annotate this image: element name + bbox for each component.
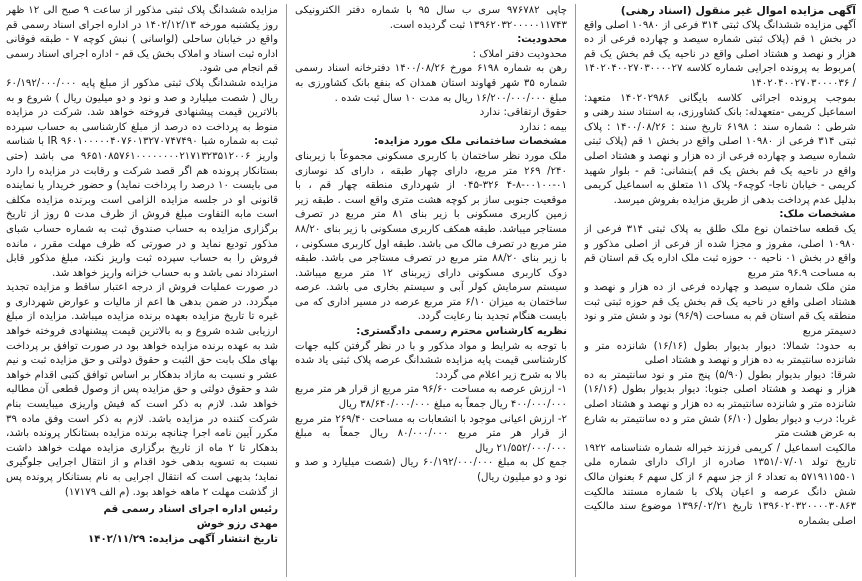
paragraph: آگهی مزایده ششدانگ پلاک ثبتی ۳۱۴ فرعی از ۱۰۹۸۰ اصلی واقع در بخش ۱ قم (پلاک ثبتی شماره سیصد و چهارده فرعی از ده هزار و نهصد و هشتاد اصلی واقع در ناحیه یک قم بخش یک قم )مربوط به پرونده اجرایی شماره کلاسه ۱۴۰۲۰۴۰۰۲۷۰۳۰۰۰۰۲۷ / ۱۴۰۲۰۴۰۰۲۷۰۳۰۰۰۰۳۶ (584, 19, 856, 89)
paragraph: حقوق ارتفاقی: ندارد (479, 107, 567, 119)
column-left-body (6, 4, 278, 500)
column-divider (286, 4, 287, 577)
publication-date: تاریخ انتشار آگهی مزایده: ۱۴۰۲/۱۱/۲۹ (88, 534, 278, 546)
section-heading: مشخصات ملک: (779, 209, 856, 221)
column-divider (575, 4, 576, 577)
paragraph: ملک مورد نظر ساختمان با کاربری مسکونی مجموعاً با زیربنای ۲۴۰/ ۲۶۹ متر مربع، دارای چهار طبقه ، دارای کد نوسازی ۰۱-۰۰۱۰۰-۸-۴ ۳۲۶-۰۴۵ از شهرداری منطقه چهار قم ، با موقعیت جنوبی ساز بر کوچه هشت متری واقع است . طبقه زیر زمین کاربری مسکونی با زیر بنای ۸۱ متر مربع در تصرف مستاجر میباشد. طبقه همکف کاربری مسکونی با زیر بنای ۸۸/۲۰ متر مربع در تصرف مالک می باشد. طبقه اول کاربری مسکونی ، با زیر بنای ۸۸/۲۰ متر مربع در تصرف مستاجر می باشد. طبقه دوک کاربری مسکونی دارای زیربنای ۱۲ متر مربع میباشد. سیستم سرمایش کولر آبی و سیستم بخاری می باشد. عرصه ساختمان به میزان ۶/۱۰ متر مربع عرصه در مسیر اداری که می بایست هنگام تجدید بنا رعایت گردد. (295, 150, 567, 323)
signature-office: رئیس اداره اجرای اسناد رسمی قم (103, 504, 278, 516)
paragraph: یک قطعه ساختمان نوع ملک طلق به پلاک ثبتی ۳۱۴ فرعی از ۱۰۹۸۰ اصلی، مفروز و مجزا شده از فرعی از اصلی مذکور و واقع در بخش ۰۱ ناحیه ۰۰ حوزه ثبت ملک اداره یک قم استان قم به مساحت ۹۶.۹ متر مربع (584, 223, 856, 279)
paragraph: مزایده ششدانگ پلاک ثبتی مذکور از ساعت ۹ صبح الی ۱۲ ظهر روز یکشنبه مورخه ۱۴۰۲/۱۲/۱۳ در اداره اجرای اسناد رسمی قم واقع در خیابان ساحلی (لواسانی ) نبش کوچه ۷ - طبقه فوقانی اداره ثبت اسناد و املاک بخش یک قم - اداره اجرای اسناد رسمی قم انجام می شود. (6, 5, 278, 75)
paragraph: چاپی ۹۷۶۷۸۲ سری ب سال ۹۵ با شماره دفتر الکترونیکی ۱۳۹۶۲۰۳۲۰۰۰۰۰۱۱۷۴۳ ثبت گردیده است. (295, 5, 567, 31)
paragraph: با توجه به شرایط و مواد مذکور و با در نظر گرفتن کلیه جهات کارشناسی قیمت پایه مزایده ششدانگ عرصه پلاک ثبتی یاد شده بالا به شرح زیر اعلام می گردد: (295, 340, 567, 381)
paragraph: مزایده ششدانگ پلاک ثبتی مذکور از مبلغ پایه ۶۰/۱۹۲/۰۰۰/۰۰۰ ریال ( شصت میلیارد و صد و نود و دو میلیون ریال ) شروع و به بالاترین قیمت پیشنهادی فروخته خواهد شد. شرکت در مزایده منوط به پرداخت ده درصد از مبلغ کارشناسی به حساب سپرده ثبت به شماره شبا IR ۹۶۰۱۰۰۰۰۰۴۰۷۶۰۱۳۲۷۰۷۴۷۴۹۰ با شناسه واریز ۹۶۵۱۰۸۵۷۶۱۰۰۰۰۰۰۰۰۲۱۷۱۳۲۳۵۱۲۰۰۶ می باشد (حتی بستانکار پرونده هم اگر قصد شرکت و رقابت در مزایده را دارد می بایست ۱۰ درصد را پرداخت نماید) و حضور خریدار یا نماینده قانونی او در جلسه مزایده الزامی است وبرنده مزایده مکلف است مابه التفاوت مبلغ فروش از ظرف مدت ۵ روز از تاریخ برگزاری مزایده به حساب صندوق ثبت به شماره حساب شبای مذکور تودیع نماید و در صورتی که ظرف مهلت مقرر ، مانده فروش را به حساب سپرده ثبت واریز نکند، مبلغ مذکور قابل استرداد نمی باشد و به حساب خزانه واریز خواهد شد. (6, 77, 278, 279)
paragraph: مالکیت اسماعیل / کریمی فرزند خیراله شماره شناسنامه ۱۹۲۲ تاریخ تولد ۱۳۵۱/۰۷/۰۱ صادره از اراک دارای شماره ملی ۵۷۱۹۱۱۵۵۰۱ به تعداد ۶ از جز سهم ۶ از کل سهم ۶ بعنوان مالک شش دانگ عرصه و اعیان پلاک با شماره مستند مالکیت ۱۳۹۶۰۲۰۳۲۰۰۰۰۳۰۸۶۳ تاریخ ۱۳۹۶/۰۲/۲۱ موضوع سند مالکیت اصلی بشماره (584, 442, 856, 527)
section-heading: نظریه کارشناس محترم رسمی دادگستری: (356, 326, 567, 338)
signature-name: مهدی رزو خوش (196, 519, 278, 531)
paragraph: به حدود: شمالا: دیوار بدیوار بطول (۱۶/۱۶) شانزده متر و شانزده سانتیمتر به ده هزار و نهصد و هشتاد اصلی (584, 340, 856, 367)
paragraph: ۱- ارزش عرصه به مساحت ۹۶/۶۰ متر مربع از قرار هر متر مربع ۴۰۰/۰۰۰/۰۰۰ ریال جمعاً به مبلغ ۳۸/۶۴۰/۰۰۰/۰۰۰ ریال (295, 384, 567, 411)
paragraph: در صورت عملیات فروش از درجه اعتبار ساقط و مزایده تجدید میگردد. در ضمن بدهی ها اعم از مالیات و عوارض شهرداری و غیره تا تاریخ مزایده بعهده برنده مزایده میباشد. مزایده از مبلغ ارزیابی شده شروع و به بالاترین قیمت پیشنهادی فروخته خواهد شد به عهده برنده مزایده خواهد بود در صورت توافق بر پرداخت بهای ملک بابت حق الثبت و حقوق دولتی و حق مزایده ثبت و نیم عشر و نسبت به مازاد بدهکار بر اساس توافق کتبی اقدام خواهد شد و حقوق دولتی و حق مزایده پس از وصول قطعی آن مطالبه خواهد شد. لازم به ذکر است که فیش واریزی میبایست بنام شرکت کننده در مزایده باشد. لازم به ذکر است وفق ماده ۳۹ مکرر آیین نامه اجرا چنانچه برنده مزایده بستانکار پرونده باشد، بدهکار تا ۲ ماه از تاریخ برگزاری مزایده مهلت خواهد داشت نسبت به تسویه بدهی خود اقدام و از انتقال اجرایی جلوگیری نماید؛ بدیهی است که انتقال اجرایی به نام بستانکار پرونده پس از گذشت مهلت ۲ ماهه خواهد بود. (م الف ۱۷۱۷۹) (6, 282, 278, 498)
paragraph: محدودیت دفتر املاک : (472, 48, 567, 60)
column-middle (295, 4, 567, 577)
notice-title: آگهی مزایده اموال غیر منقول (اسناد رهنی) (620, 4, 856, 17)
column-right (584, 4, 856, 577)
paragraph: رهن به شماره ۶۱۹۸ مورخ ۱۴۰۰/۰۸/۲۶ دفترخانه اسناد رسمی شماره ۳۵ شهر قهاوند استان همدان که بنفع بانک کشاورزی به مبلغ ۱۶/۲۰۰/۰۰۰/۰۰۰ ریال به مدت ۱۰ سال ثبت شده . (295, 63, 567, 104)
signature-block (6, 502, 278, 547)
paragraph: بیمه : ندارد (519, 121, 567, 133)
paragraph: متن ملک شماره سیصد و چهارده فرعی از ده هزار و نهصد و هشتاد اصلی واقع در ناحیه یک قم بخش یک قم حوزه ثبتی ثبت منطقه یک قم استان قم به مساحت (۹۶/۹) نود و شش متر و نود دسیمتر مربع (584, 282, 856, 338)
paragraph: شرقا: دیوار بدیوار بطول (۵/۹۰) پنج متر و نود سانتیمتر به ده هزار و نهصد و هشتاد اصلی جنوبا: دیوار بدیوار بطول (۱۶/۱۶) شانزده متر و شانزده سانتیمتر به ده هزار و نهصد و هشتاد اصلی غربا: درب و دیوار بطول (۶/۱۰) شش متر و ده سانتیمتر به شارع به عرض هشت متر (584, 369, 856, 440)
paragraph: ۲- ارزش اعیانی موجود با انشعابات به مساحت ۲۶۹/۴۰ متر مربع از قرار هر متر مربع ۸۰/۰۰۰/۰۰۰ ریال جمعاً به مبلغ ۲۱/۵۵۲/۰۰۰/۰۰۰ ریال (295, 413, 567, 454)
section-heading: محدودیت: (517, 34, 567, 46)
section-heading: مشخصات ساختمانی ملک مورد مزایده: (373, 136, 567, 148)
column-left (6, 4, 278, 577)
paragraph: جمع کل به مبلغ ۶۰/۱۹۲/۰۰۰/۰۰۰ ریال (شصت میلیارد و صد و نود و دو میلیون ریال) (295, 457, 567, 483)
paragraph: بموجب پرونده اجرائی کلاسه بایگانی ۱۴۰۲۰۲۹۸۶ متعهد: اسماعیل کریمی -متعهدله: بانک کشاورزی، به استناد سند رهنی و شرطی : شماره سند : ۶۱۹۸ تاریخ سند : ۱۴۰۰/۰۸/۲۶ : پلاک ثبتی ۳۱۴ فرعی از ۱۰۹۸۰ اصلی واقع در بخش ۱ قم (پلاک ثبتی شماره سیصد و چهارده فرعی از ده هزار و نهصد و هشتاد اصلی واقع در ناحیه یک قم بخش یک قم )بنشانی: قم - بلوار شهید کریمی - خیابان ناجا- کوچه۶- پلاک ۱۱ متعلق به اسماعیل کریمی بدلیل عدم پرداخت بدهی از طریق مزایده بفروش میرسد. (584, 92, 856, 206)
